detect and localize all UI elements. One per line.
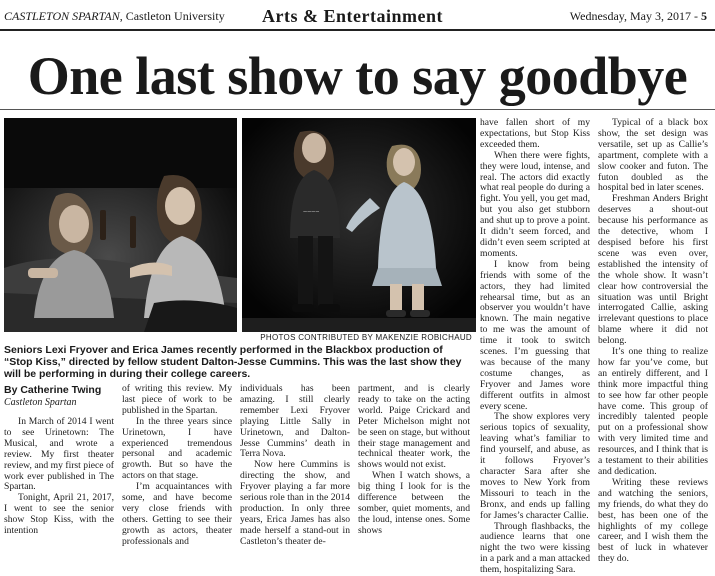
photo-actors-on-stage xyxy=(242,118,476,332)
article-paragraph: When I watch shows, a big thing I look for is the difference between the somber, quiet moments, and the loud, intense ones. Some shows xyxy=(358,470,470,536)
article-paragraph: I’m acquaintances with some, and have become very close friends with others. Getting to see their growth as actors, theater professionals and xyxy=(122,481,232,547)
article-paragraph: Freshman Anders Bright deserves a shout-out because his performance as the detective, whom I despised before his first scene was even over, established the intensity of the whole show. It wasn’t clear how controversial the situation was until Bright interrogated Callie, asking irrelevant questions to place blame where it did not belong. xyxy=(598,193,708,347)
article-column-4 xyxy=(358,384,470,537)
header-rule xyxy=(0,29,715,31)
issue-date: Wednesday, May 3, 2017 - xyxy=(569,9,701,23)
date-line xyxy=(570,9,707,24)
photo-actors-toasting xyxy=(4,118,237,332)
photo-caption: Seniors Lexi Fryover and Erica James recently performed in the Blackbox production of “Stop Kiss,” directed by fellow student Dalton-Jesse Cummins. This was the last show they will be performing in during their college careers. xyxy=(4,344,462,380)
page-number: 5 xyxy=(701,9,707,23)
article-paragraph: Tonight, April 21, 2017, I went to see the senior show Stop Kiss, with the intention xyxy=(4,492,114,537)
byline-author: By Catherine Twing xyxy=(4,384,102,396)
headline-rule xyxy=(0,109,715,110)
article-column-1 xyxy=(4,384,114,537)
article-paragraph: The show explores very serious topics of sexuality, leaving what’s familiar to find yourself, and abuse, as it follows Fryover’s character Sara after she moves to New York from Missouri to teach in the Bronx, and ends up falling for James’s character Callie. xyxy=(480,411,590,521)
photo-credit: PHOTOS CONTRIBUTED BY MAKENZIE ROBICHAUD xyxy=(260,333,472,342)
article-paragraph: In March of 2014 I went to see Urinetown: The Musical, and wrote a review. My first theater review, and my first piece of work ever published in The Spartan. xyxy=(4,416,114,493)
article-paragraph: have fallen short of my expectations, but Stop Kiss exceeded them. xyxy=(480,117,590,150)
article-paragraph: In the three years since Urinetown, I have experienced tremendous personal and academic growth. But so have the actors on that stage. xyxy=(122,415,232,482)
svg-text:~~~~: ~~~~ xyxy=(303,209,320,216)
byline-outlet: Castleton Spartan xyxy=(4,397,77,408)
article-paragraph: of writing this review. My last piece of work to be published in the Spartan. xyxy=(122,383,232,416)
article-column-5 xyxy=(480,118,590,576)
university-name: , Castleton University xyxy=(119,9,225,23)
article-paragraph: Through flashbacks, the audience learns that one night the two were kissing in a park and a man attacked them, hospitalizing Sara. xyxy=(480,520,590,576)
article-paragraph: Now here Cummins is directing the show, and Fryover playing a far more serious role than in the 2014 production. In only three years, Erica James has also made herself a stand-out in Castleton’s theater de- xyxy=(240,459,350,547)
headline: One last show to say goodbye xyxy=(27,46,688,106)
article-paragraph: It’s one thing to realize how far you’ve come, but an entirely different, and I think more impactful thing to see how far other people have come. This group of incredibly talented people put on a professional show with very limited time and resources, and I think that is a testament to their abilities and dedication. xyxy=(598,346,708,477)
article-column-3 xyxy=(240,384,350,548)
section-title: Arts & Entertainment xyxy=(262,6,443,26)
publication-line xyxy=(4,9,225,24)
article-paragraph: Typical of a black box show, the set design was versatile, set up as Callie’s apartment, complete with a slow cooker and futon. The futon doubled as the hospital bed in later scenes. xyxy=(598,117,708,194)
article-paragraph: I know from being friends with some of the actors, they had limited rehearsal time, but as an observer you wouldn’t have known. The main negative to me was the amount of time it took to switch scenes. I’m guessing that was because of the many costume changes, as Fryover and James wore different outfits in almost every scene. xyxy=(480,258,590,412)
publication-name: CASTLETON SPARTAN xyxy=(4,9,120,23)
article-paragraph: Writing these reviews and watching the seniors, my friends, do what they do best, has been one of the highlights of my college career, and I wish them the best of luck in whatever they do. xyxy=(598,476,708,565)
article-column-6 xyxy=(598,118,708,565)
photo-actors-toasting-image xyxy=(4,118,237,332)
page-header xyxy=(0,0,715,30)
article-paragraph: individuals has been amazing. I still clearly remember Lexi Fryover playing Little Sally in Urinetown, and Dalton-Jesse Cummins’ death in Terra Nova. xyxy=(240,383,350,460)
photo-actors-on-stage-image xyxy=(242,118,476,332)
article-column-2 xyxy=(122,384,232,548)
article-paragraph: partment, and is clearly ready to take on the acting world. Paige Crickard and Peter Michelson might not be seen on stage, but without their stage management and technical theater work, the shows would not exist. xyxy=(358,383,470,471)
article-paragraph: When there were fights, they were loud, intense, and real. The actors did exactly what real people do during a fight. You yell, you get mad, but you also get stubborn and shut up to prove a point. It didn’t seem forced, and didn’t even seem scripted at moments. xyxy=(480,149,590,259)
